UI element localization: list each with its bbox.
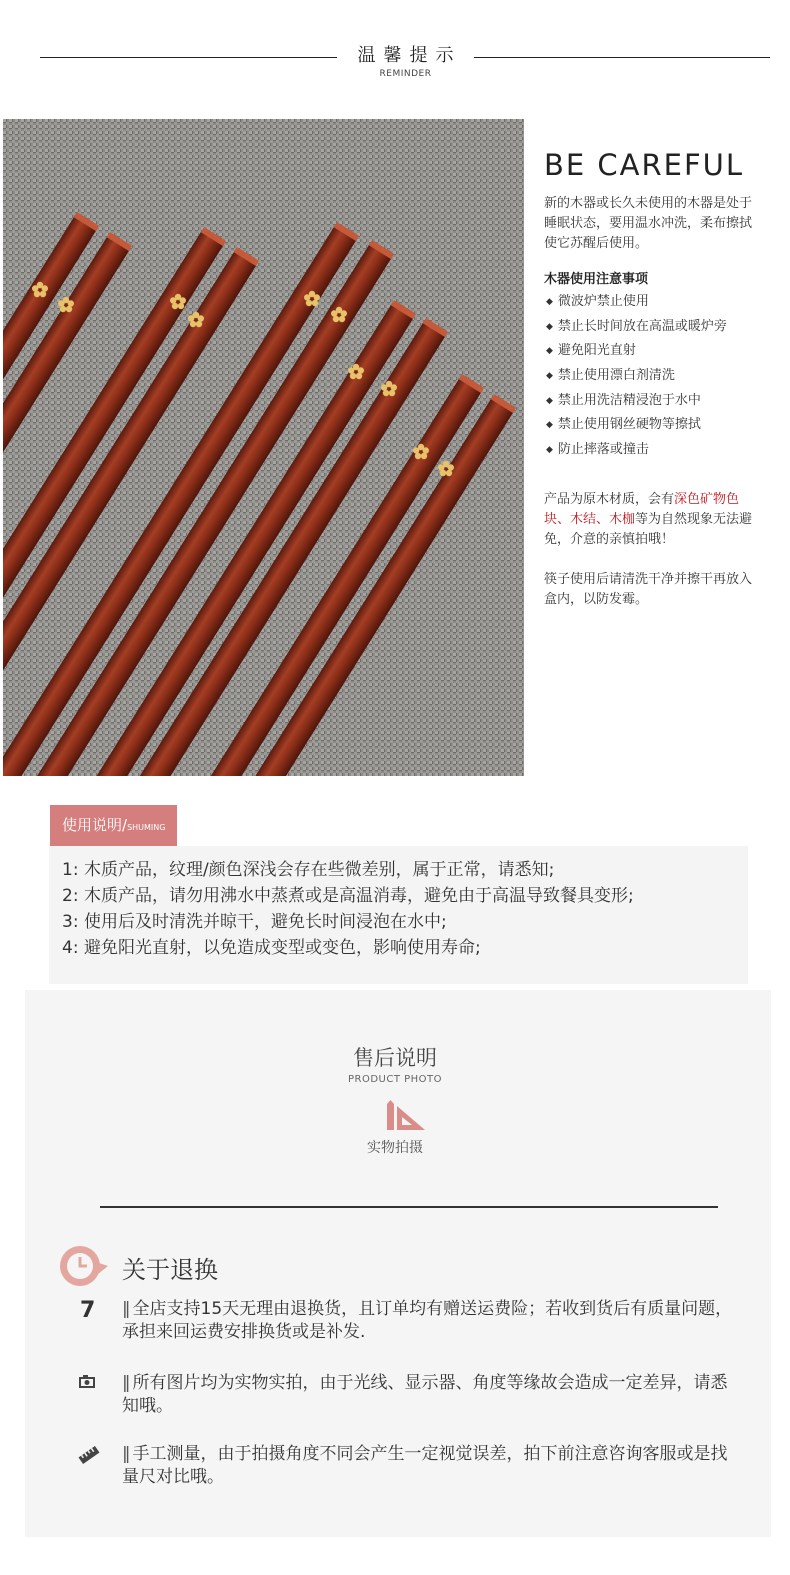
list-item [122,1372,737,1418]
item-text: 手工测量，由于拍摄角度不同会产生一定视觉误差，拍下前注意咨询客服或是找量尺对比哦。 [122,1444,728,1487]
bullet-icon: ◆ [546,445,553,456]
note-text: 禁止使用钢丝硬物等擦拭 [557,417,701,433]
note-text: 禁止使用漂白剂清洗 [557,368,675,384]
note-text: 禁止用洗洁精浸泡于水中 [557,392,701,408]
usage-list [62,858,634,962]
bullet-icon: ◆ [546,297,553,307]
bar-separator: ‖ [122,1444,131,1464]
after-use-notice: 筷子使用后请清洗干净并擦干再放入盒内，以防发霉。 [544,572,753,607]
photo-label: 实物拍摄 [367,1140,423,1156]
header-line-right [474,57,770,58]
header-line-left [40,57,337,58]
material-text-highlight: 深色矿物色块、木结、木枷 [544,492,740,527]
list-item [546,317,727,342]
bullet-icon: ◆ [546,346,553,357]
care-intro: 新的木器或长久未使用的木器是处于睡眠状态，要用温水冲洗，柔布擦拭使它苏醒后使用。 [544,196,753,251]
tape-measure-icon [78,1444,100,1470]
material-notice [544,490,758,550]
seven-days-icon: 7 [80,1298,96,1323]
list-item: 4: 避免阳光直射，以免造成变型或变色，影响使用寿命; [62,938,481,958]
note-text: 微波炉禁止使用 [557,294,649,309]
list-item [546,292,727,317]
notes-list [546,292,727,465]
list-item: 3: 使用后及时清洗并晾干，避免长时间浸泡在水中; [62,912,447,932]
note-text: 防止摔落或撞击 [557,442,649,458]
item-text: 所有图片均为实物实拍，由于光线、显示器、角度等缘故会造成一定差异，请悉知哦。 [122,1373,728,1416]
return-title: 关于退换 [122,1256,218,1284]
list-item: 2: 木质产品，请勿用沸水中蒸煮或是高温消毒，避免由于高温导致餐具变形; [62,886,634,906]
ruler-triangle-icon [385,1100,429,1138]
list-item: 1: 木质产品，纹理/颜色深浅会存在些微差别，属于正常，请悉知; [62,860,555,880]
list-item [546,440,727,465]
camera-icon [78,1374,96,1394]
list-item [546,415,727,440]
list-item [546,391,727,416]
item-text: 全店支持15天无理由退换货，且订单均有赠送运费险；若收到货后有质量问题，承担来回运费安排换货或是补发. [122,1299,733,1342]
after-sale-subtitle: PRODUCT PHOTO [347,1074,443,1085]
usage-tab [50,805,177,846]
product-photo [3,119,524,776]
bar-separator: ‖ [122,1299,131,1319]
header-title: 温馨提示 [357,45,462,66]
bullet-icon: ◆ [546,371,553,382]
after-sale-title: 售后说明 [353,1046,437,1070]
bullet-icon: ◆ [546,321,553,332]
list-item [546,366,727,391]
usage-tab-sub: SHUMING [127,823,166,832]
bullet-icon: ◆ [546,395,553,406]
bar-separator: ‖ [122,1373,131,1393]
be-careful-heading: BE CAREFUL [544,148,745,182]
notes-title: 木器使用注意事项 [544,272,649,287]
material-text-pre: 产品为原木材质，会有 [544,492,675,507]
list-item [122,1443,737,1489]
usage-tab-label: 使用说明/ [62,816,128,834]
clock-return-icon [58,1244,110,1294]
note-text: 避免阳光直射 [557,343,636,359]
note-text: 禁止长时间放在高温或暖炉旁 [557,318,727,334]
bullet-icon: ◆ [546,420,553,431]
list-item [546,341,727,366]
divider [100,1206,718,1208]
header-subtitle: REMINDER [379,69,432,79]
list-item [122,1298,737,1344]
material-text-post: 等为自然现象无法避免，介意的亲慎拍哦！ [544,512,753,547]
